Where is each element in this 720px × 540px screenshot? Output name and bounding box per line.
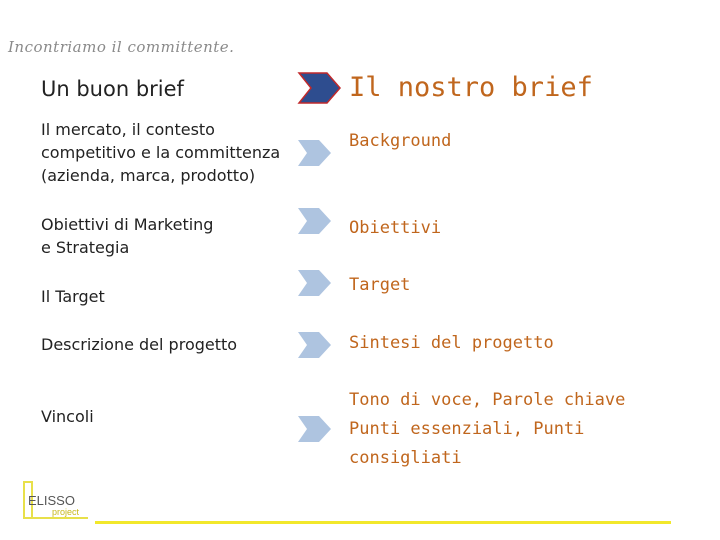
row-chevron-icon	[297, 330, 333, 360]
slide-subtitle: Incontriamo il committente.	[8, 38, 235, 56]
right-column-header: Il nostro brief	[349, 72, 593, 103]
logo-text-top: ELISSO	[28, 493, 75, 508]
left-item-target	[41, 285, 105, 308]
left-line: Il Target	[41, 287, 105, 306]
right-item-project-synthesis: Sintesi del progetto	[349, 333, 554, 353]
right-line: Punti essenziali, Punti	[349, 419, 585, 439]
left-line: Descrizione del progetto	[41, 335, 238, 354]
right-item-target: Target	[349, 275, 411, 295]
row-chevron-icon	[297, 268, 333, 298]
right-item-objectives: Obiettivi	[349, 218, 442, 238]
left-line: Il mercato, il contesto	[41, 120, 215, 139]
left-line: (azienda, marca, prodotto)	[41, 166, 256, 185]
row-chevron-icon	[297, 414, 333, 444]
left-item-market	[41, 118, 280, 187]
footer-line	[95, 521, 671, 524]
row-chevron-icon	[297, 138, 333, 168]
left-line: competitivo e la committenza	[41, 143, 281, 162]
row-chevron-icon	[297, 206, 333, 236]
right-line: Tono di voce, Parole chiave	[349, 390, 626, 410]
left-line: e Strategia	[41, 238, 130, 257]
left-item-project-description	[41, 333, 237, 356]
logo-text-bottom: project	[52, 507, 80, 517]
right-item-tone	[349, 386, 625, 473]
left-line: Vincoli	[41, 407, 94, 426]
elisso-project-logo	[22, 480, 92, 520]
left-line: Obiettivi di Marketing	[41, 215, 214, 234]
left-column-header: Un buon brief	[41, 77, 184, 101]
left-item-objectives	[41, 213, 213, 259]
header-chevron-icon	[297, 70, 343, 106]
right-line: consigliati	[349, 448, 462, 468]
left-item-constraints	[41, 405, 94, 428]
right-item-background: Background	[349, 131, 452, 151]
